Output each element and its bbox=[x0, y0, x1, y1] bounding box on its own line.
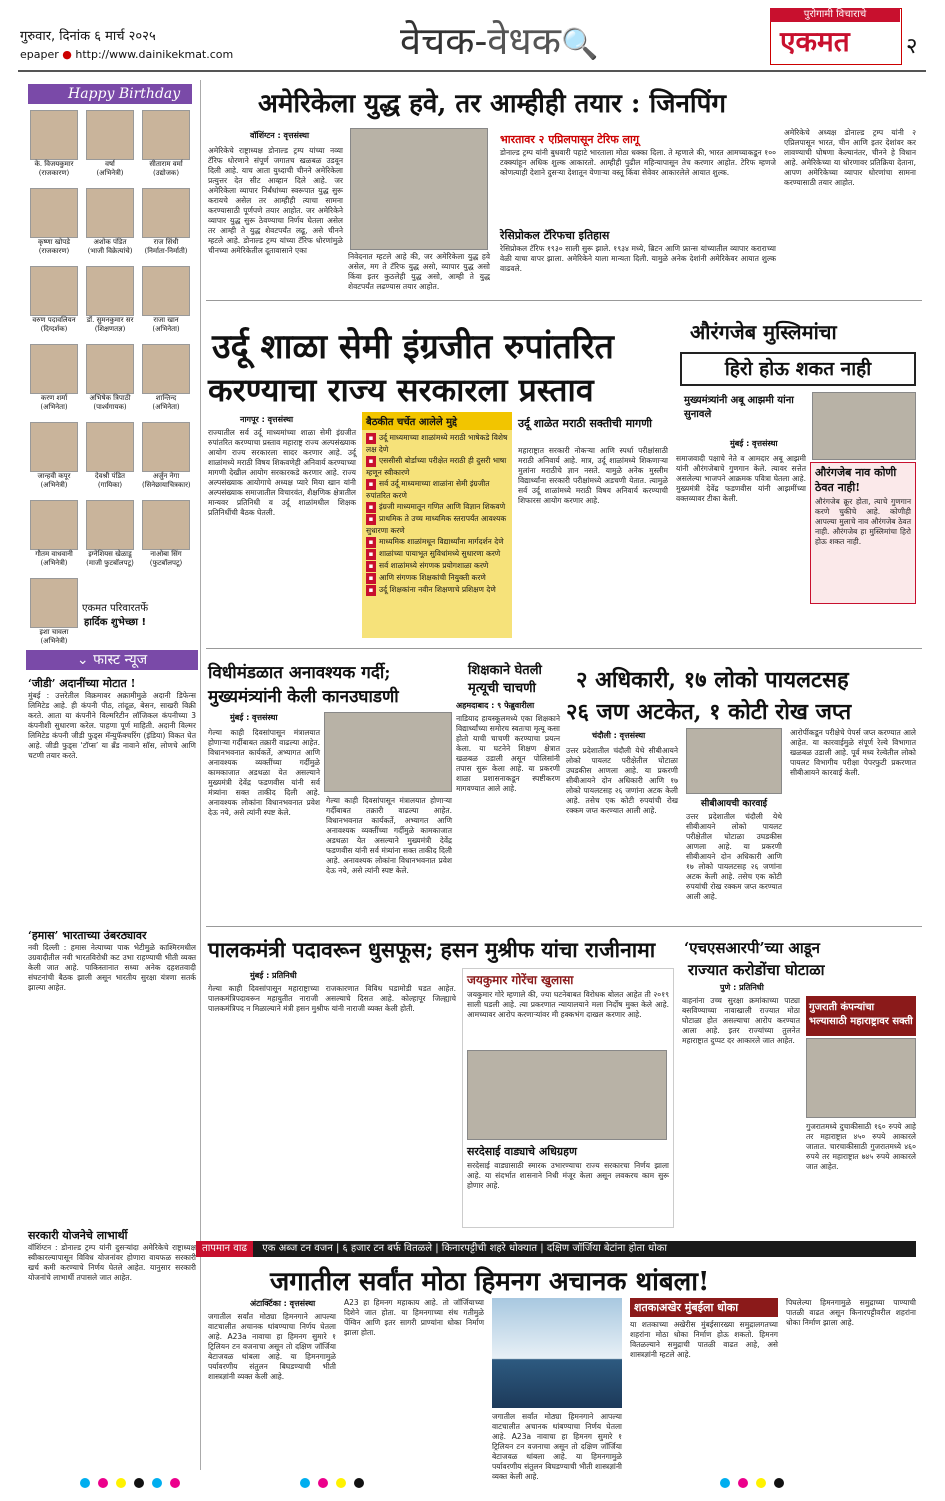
point-number: ▪ bbox=[366, 502, 376, 513]
person-role: (गायिका) bbox=[97, 481, 123, 489]
point-text: प्राथमिक ते उच्च माध्यमिक स्तरापर्यंत आवश्यक सुधारणा करणे bbox=[366, 514, 507, 535]
aurangzeb-subhead: मुख्यमंत्र्यांनी अबू आझमी यांना सुनावले bbox=[684, 395, 794, 420]
point-number: ▪ bbox=[366, 433, 376, 444]
person-name: कृष्णा खोपडे bbox=[38, 238, 70, 246]
registration-dot bbox=[170, 1478, 180, 1488]
footer-line2: हार्दिक शुभेच्छा ! bbox=[83, 617, 147, 628]
aurangzeb-box bbox=[810, 462, 916, 604]
mumbai-box-text: या शतकाच्या अखेरीस मुंबईसारख्या समुद्रालगतच्या शहरांना मोठा धोका निर्माण होऊ शकतो. हिमनग वितळल्याने समुद्राची पातळी वाढत आहे, असे शास्त्रज्ञांनी म्हटले आहे. bbox=[630, 1320, 778, 1359]
iceberg-photo bbox=[492, 1298, 622, 1408]
iceberg-right-text: पिघलेल्या हिमनगामुळे समुद्राच्या पाण्याची पातळी वाढत असून किनारपट्टीवरील शहरांना धोका निर्माण झाला आहे. bbox=[786, 1298, 916, 1327]
section-title: वेचक-वेधक🔍 bbox=[400, 19, 599, 63]
vidhimandal-headline-1: विधीमंडळात अनावश्यक गर्दी; bbox=[208, 663, 391, 683]
fast-news-text: वॉशिंग्टन : डोनाल्ड ट्रम्प यांनी दुसऱ्यांदा अमेरिकेचे राष्ट्राध्यक्ष स्वीकारल्यापासून विविध योजनांवर होणारा वायफळ सरकारी खर्च कमी करण्याचे निर्णय घेतले आहेत. यानुसार सरकारी योजनांचे लाभार्थी तपासले जात आहेत. bbox=[28, 1243, 196, 1282]
point-number: ▪ bbox=[366, 537, 376, 548]
section-rule bbox=[206, 300, 922, 301]
point-text: एससीसी बोर्डाच्या परीक्षेत मराठी ही दुसरी भाषा म्हणून स्वीकारणे bbox=[366, 456, 507, 477]
issue-date: गुरुवार, दिनांक ६ मार्च २०२५ bbox=[20, 29, 156, 44]
registration-dot bbox=[336, 1478, 346, 1488]
person-name: वरुण पदावलियन bbox=[32, 316, 76, 324]
avatar bbox=[86, 266, 134, 316]
registration-dot bbox=[300, 1478, 310, 1488]
magnifier-icon: 🔍 bbox=[560, 27, 599, 62]
teacher-dateline: अहमदाबाद : ९ फेब्रुवारीला bbox=[456, 701, 535, 710]
avatar bbox=[30, 500, 78, 550]
iceberg-dateline: अंटार्क्टिका : वृत्तसंस्था bbox=[250, 1299, 316, 1308]
point-number: ▪ bbox=[366, 561, 376, 572]
avatar bbox=[86, 422, 134, 472]
birthday-person bbox=[86, 422, 134, 490]
registration-dot bbox=[134, 1478, 144, 1488]
person-name: नाओबा सिंग bbox=[150, 550, 182, 558]
person-name: अर्जुन नेगा bbox=[152, 472, 180, 480]
urdu-side-text: महाराष्ट्रात सरकारी नोकऱ्या आणि स्पर्धा परीक्षांसाठी मराठी अनिवार्य आहे. मात्र, उर्दू शाळांमध्ये शिकणाऱ्या मुलांना मराठीचे ज्ञान नसते. यामुळे अनेक मुस्लीम विद्यार्थ्यांना सरकारी परीक्षांमध्ये अडचणी येतात. त्यामुळे सर्व उर्दू शाळांमध्ये मराठी विषय अनिवार्य करण्याची शिफारस आयोग करणार आहे. bbox=[518, 446, 668, 505]
top-text-col3: अमेरिकेचे अध्यक्ष डोनाल्ड ट्रम्प यांनी २ एप्रिलपासून भारत, चीन आणि इतर देशांवर कर लावण्याची घोषणा केल्यानंतर, चीनने हे विधान आहे. अमेरिकेच्या या धोरणावर प्रतिक्रिया देताना, आपण अमेरिकेच्या व्यापार धोरणांचा सामना करण्यासाठी तयार आहोत. bbox=[784, 128, 916, 187]
person-role: (राजकारण) bbox=[38, 169, 70, 177]
gore-box-head: जयकुमार गोरेंचा खुलासा bbox=[467, 973, 574, 987]
cbi-headline-2: २६ जण अटकेत, १ कोटी रोख जप्त bbox=[566, 699, 852, 725]
point-text: सर्व उर्दू माध्यमाच्या शाळांना सेमी इंग्रजीत रुपांतरित करणे bbox=[366, 479, 490, 500]
person-name: राज सिंधी bbox=[153, 238, 179, 246]
hsrp-box-text: गुजरातमध्ये दुचाकीसाठी १६० रुपये आहे तर महाराष्ट्रात ४५० रुपये आकारले जातात. चारचाकीसाठी गुजरातमध्ये ४६० रुपये तर महाराष्ट्रात ७४५ रुपये आकारले जात आहेत. bbox=[806, 1122, 916, 1171]
registration-dot bbox=[774, 1478, 784, 1488]
person-name: इग्नेशियस खेळाडू bbox=[88, 550, 132, 558]
birthday-person bbox=[86, 266, 134, 334]
person-role: (अभिनेत्री) bbox=[40, 637, 68, 645]
cbi-dateline: चंदौली : वृत्तसंस्था bbox=[592, 731, 646, 740]
avatar bbox=[30, 344, 78, 394]
chevron-down-icon: ⌄ bbox=[76, 652, 94, 668]
birthday-person bbox=[30, 500, 78, 568]
fast-news-head: ‘हमास’ भारताच्या उंबरठ्यावर bbox=[28, 929, 147, 942]
person-role: (अभिनेता) bbox=[40, 403, 68, 411]
minister-dateline: मुंबई : प्रतिनिधी bbox=[250, 971, 297, 980]
epaper-link[interactable]: epaper ● http://www.dainikekmat.com bbox=[20, 48, 234, 61]
temperature-ticker bbox=[196, 1241, 916, 1257]
section-rule bbox=[206, 648, 922, 649]
person-name: करण शर्मा bbox=[40, 394, 68, 402]
birthday-person bbox=[30, 188, 78, 256]
registration-dot bbox=[354, 1478, 364, 1488]
reciprocal-text: रेसिप्रोकल टॅरिफ १९३० साली सुरू झाले. १९३४ मध्ये, ब्रिटन आणि फ्रान्स यांच्यातील व्यापार कराराच्या वेळी याचा वापर झाला. अमेरिकेने याला मान्यता दिली. यामुळे अनेक देशांनी अमेरिकेवर आयात शुल्क वाढवले. bbox=[500, 244, 776, 273]
meeting-point bbox=[366, 513, 508, 536]
iceberg-headline: जगातील सर्वांत मोठा हिमनग अचानक थांबला! bbox=[270, 1267, 710, 1297]
aurangzeb-headline-2: हिरो होऊ शकत नाही bbox=[724, 358, 872, 380]
hsrp-headline-2: राज्यात करोडोंचा घोटाळा bbox=[688, 961, 825, 979]
gore-box-text: जयकुमार गोरे म्हणाले की, ज्या घटनेबाबत विरोधक बोलत आहेत ती २०१९ साली घडली आहे. त्या प्रकरणात न्यायालयाने मला निर्दोष मुक्त केले आहे. आमच्यावर आरोप करणाऱ्यांवर मी हक्कभंग दाखल करणार आहे. bbox=[467, 990, 669, 1019]
meeting-point bbox=[366, 501, 508, 513]
point-number: ▪ bbox=[366, 585, 376, 596]
birthday-person bbox=[86, 188, 134, 256]
meeting-point bbox=[366, 548, 508, 560]
urdu-headline-2: करण्याचा राज्य सरकारला प्रस्ताव bbox=[208, 371, 594, 409]
birthday-person bbox=[30, 110, 78, 178]
person-name: डॉ. सुमनकुमार सर bbox=[86, 316, 134, 324]
person-name: राजा खान bbox=[153, 316, 179, 324]
birthday-person bbox=[142, 344, 190, 412]
urdu-side-head: उर्दू शाळेत मराठी सक्तीची मागणी bbox=[518, 417, 653, 430]
person-role: (माजी फुटबॉलपटू) bbox=[86, 559, 134, 567]
person-name: गौतम वाधवानी bbox=[35, 550, 73, 558]
avatar bbox=[142, 500, 190, 550]
iceberg-text-2: जगातील सर्वांत मोठ्या हिमनगाने आपल्या वाटचालीत अचानक थांबण्याचा निर्णय घेतला आहे. A23a नावाचा हा हिमनग सुमारे १ ट्रिलियन टन वजनाचा असून तो दक्षिण जॉर्जिया बेटाजवळ थांबला आहे. या हिमनगामुळे पर्यावरणीय संतुलन बिघडण्याची भीती शास्त्रज्ञांनी व्यक्त केली आहे. bbox=[492, 1412, 622, 1481]
avatar bbox=[142, 266, 190, 316]
hsrp-box-head bbox=[806, 996, 916, 1036]
iceberg-text: जगातील सर्वांत मोठ्या हिमनगाने आपल्या वाटचालीत अचानक थांबण्याचा निर्णय घेतला आहे. A23a नावाचा हा हिमनग सुमारे १ ट्रिलियन टन वजनाचा असून तो दक्षिण जॉर्जिया बेटाजवळ थांबला आहे. या हिमनगामुळे पर्यावरणीय संतुलन बिघडण्याची भीती शास्त्रज्ञांनी व्यक्त केली आहे. bbox=[208, 1312, 336, 1381]
fast-news-item bbox=[28, 1228, 196, 1473]
birthday-footer bbox=[40, 602, 190, 630]
person-role: (उद्योजक) bbox=[152, 169, 180, 177]
person-role: (अभिनेत्री) bbox=[40, 559, 68, 567]
point-text: इंग्रजी माध्यमातून गणित आणि विज्ञान शिकवणे bbox=[379, 502, 506, 511]
avatar bbox=[86, 110, 134, 160]
person-role: (अभिनेत्री) bbox=[40, 481, 68, 489]
cbi-side-text: आरोपींकडून परीक्षेचे पेपर्स जप्त करण्यात आले आहेत. या कारवाईमुळे संपूर्ण रेल्वे विभागात खळबळ उडाली आहे. पूर्व मध्य रेल्वेतील लोको पायलट विभागीय परीक्षा पेपरफुटी प्रकरणात सीबीआयने कारवाई केली. bbox=[790, 728, 916, 777]
cbi-text: उत्तर प्रदेशातील चंदौली येथे सीबीआयने लोको पायलट परीक्षेतील घोटाळा उघडकीस आणला आहे. या प्रकरणी सीबीआयने दोन अधिकारी आणि १७ लोको पायलटसह २६ जणांना अटक केली आहे. तसेच एक कोटी रुपयांची रोख रक्कम जप्त करण्यात आली आहे. bbox=[566, 746, 678, 815]
top-text-col1: अमेरिकेचे राष्ट्राध्यक्ष डोनाल्ड ट्रम्प यांच्या नव्या टॅरिफ धोरणाने संपूर्ण जगातच खळबळ उडवून दिली आहे. याच आता युध्दाची चीनने अमेरिकेला प्रत्युत्तर देत सीट आव्हान दिले आहे. जर अमेरिकेला व्यापार निर्बंधांच्या स्वरूपात युद्ध सुरू करायचे असेल तर आम्हीही त्याचा सामना करण्यासाठी पूर्णपणे तयार आहोत. जर अमेरिकेने व्यापार युद्ध सुरू ठेवण्याचा निर्णय घेतला असेल तर आम्ही ते युद्ध शेवटपर्यंत लढू, असे चीनने म्हटले आहे. डोनाल्ड ट्रम्प यांच्या टॅरिफ धोरणांमुळे चीनच्या अमेरिकेतील दूतावासाने एका bbox=[208, 146, 343, 255]
aurangzeb-text: समाजवादी पक्षाचे नेते व आमदार अबू आझमी यांनी औरंगजेबाचे गुणगान केले. त्यावर सत्तेत असलेल्या भाजपने आक्रमक पवित्रा घेतला आहे. मुख्यमंत्री देवेंद्र फडणवीस यांनी आझमींच्या वक्तव्यावर टीका केली. bbox=[676, 454, 806, 503]
person-role: (दिग्दर्शक) bbox=[40, 325, 68, 333]
point-text: उर्दू शिक्षकांना नवीन शिक्षणाचे प्रशिक्षण देणे bbox=[379, 585, 496, 594]
point-number: ▪ bbox=[366, 456, 376, 467]
registration-dot bbox=[318, 1478, 328, 1488]
hsrp-text: वाहनांना उच्च सुरक्षा क्रमांकाच्या पाट्या बसविण्याच्या नावाखाली राज्यात मोठा घोटाळा होत असल्याचा आरोप करण्यात आला आहे. इतर राज्यांच्या तुलनेत महाराष्ट्रात दुप्पट दर आकारले जात आहेत. bbox=[682, 996, 800, 1045]
meeting-points-list bbox=[362, 430, 512, 598]
top-headline: अमेरिकेला युद्ध हवे, तर आम्हीही तयार : जिनपिंग bbox=[258, 89, 727, 119]
mushrif-photo bbox=[467, 1050, 667, 1140]
section-rule bbox=[206, 926, 922, 927]
sardesai-text: सरदेसाई वाड्यासाठी स्मारक उभारण्याचा राज्य सरकारचा निर्णय झाला आहे. या संदर्भात शासनाने निधी मंजूर केला असून लवकरच काम सुरू होणार आहे. bbox=[467, 1161, 669, 1190]
cbi-photo bbox=[686, 728, 782, 794]
avatar bbox=[86, 188, 134, 238]
person-role: (शिक्षणतज्ञ) bbox=[94, 325, 126, 333]
sardesai-head: सरदेसाई वाड्याचे अधिग्रहण bbox=[467, 1145, 577, 1158]
urdu-dateline: नागपूर : वृत्तसंस्था bbox=[240, 415, 294, 424]
column-divider bbox=[200, 80, 201, 1470]
birthday-person bbox=[30, 266, 78, 334]
leaders-photo bbox=[350, 128, 488, 250]
registration-dot bbox=[720, 1478, 730, 1488]
aurangzeb-dateline: मुंबई : वृत्तसंस्था bbox=[730, 439, 778, 448]
point-number: ▪ bbox=[366, 514, 376, 525]
fast-news-item bbox=[28, 676, 196, 931]
fast-news-text: नवी दिल्ली : हमास नेत्याच्या पाक भेटीमुळे काश्मिरमधील उग्रवादीतील नवी भारतविरोधी कट उभा राहण्याची भीती व्यक्त केली जात आहे. पाकिस्तानात सध्या अनेक दहशतवादी संघटनांची बैठक झाली असून भारतीय सुरक्षा यंत्रणा सतर्क झाल्या आहेत. bbox=[28, 943, 196, 992]
avatar bbox=[142, 344, 190, 394]
iceberg-side-text: A23 हा हिमनग महाकाय आहे. तो जॉर्जियाच्या दिशेने जात होता. या हिमनगाच्या संथ गतीमुळे पेंग्विन आणि इतर सागरी प्राण्यांना धोका निर्माण झाला होता. bbox=[344, 1298, 484, 1337]
birthday-person bbox=[142, 266, 190, 334]
registration-dot bbox=[738, 1478, 748, 1488]
person-name: अशोक पंडित bbox=[93, 238, 127, 246]
person-role: (अभिनेत्री) bbox=[96, 169, 124, 177]
vidhimandal-text-2: गेल्या काही दिवसांपासून मंत्रालयात होणाऱ्या गर्दीबाबत तक्रारी वाढल्या आहेत. विधानभवनात कार्यकर्ते, अभ्यागत आणि अनावश्यक व्यक्तींच्या गर्दीमुळे कामकाजात अडथळा येत असल्याने मुख्यमंत्री देवेंद्र फडणवीस यांनी सर्व मंत्र्यांना सक्त ताकीद दिली आहे. अनावश्यक लोकांना विधानभवनात प्रवेश देऊ नये, असे त्यांनी स्पष्ट केले. bbox=[326, 796, 452, 875]
cbi-headline-1: २ अधिकारी, १७ लोको पायलटसह bbox=[576, 667, 849, 693]
avatar bbox=[86, 500, 134, 550]
avatar bbox=[142, 422, 190, 472]
person-role: (निर्माता-निर्माती) bbox=[144, 247, 188, 255]
point-number: ▪ bbox=[366, 549, 376, 560]
fadnavis-photo bbox=[812, 392, 916, 460]
aurangzeb-box-head: औरंगजेब नाव कोणी ठेवत नाही! bbox=[815, 466, 897, 494]
person-role: (सिनेछायाचित्रकार) bbox=[142, 481, 191, 489]
vidhimandal-dateline: मुंबई : वृत्तसंस्था bbox=[230, 713, 278, 722]
birthday-person bbox=[142, 422, 190, 490]
meeting-point bbox=[366, 536, 508, 548]
person-name: सीताराम वर्मा bbox=[149, 160, 183, 168]
registration-dot bbox=[756, 1478, 766, 1488]
aurangzeb-headline-1: औरंगजेब मुस्लिमांचा bbox=[690, 320, 837, 344]
vidhimandal-headline-2: मुख्यमंत्र्यांनी केली कानउघाडणी bbox=[208, 687, 399, 707]
point-text: सर्व शाळांमध्ये संगणक प्रयोगशाळा करणे bbox=[379, 561, 489, 570]
minister-headline: पालकमंत्री पदावरून धुसफूस; हसन मुश्रीफ यांचा राजीनामा bbox=[208, 937, 656, 962]
meeting-points-box bbox=[362, 412, 512, 638]
person-role: (पार्श्वगायक) bbox=[93, 403, 127, 411]
meeting-point bbox=[366, 432, 508, 455]
gore-box bbox=[462, 968, 674, 1228]
hsrp-headline-1: ‘एचएसआरपी’च्या आडून bbox=[684, 939, 820, 957]
birthday-person bbox=[142, 188, 190, 256]
birthday-person bbox=[86, 110, 134, 178]
person-role: (अभिनेता) bbox=[152, 403, 180, 411]
meeting-point bbox=[366, 455, 508, 478]
minister-text: गेल्या काही दिवसांपासून महाराष्ट्राच्या राजकारणात विविध घडामोडी घडत आहेत. पालकमंत्रिपदावरून महायुतीत नाराजी असल्याचे दिसत आहे. कोल्हापूर जिल्ह्याचे पालकमंत्रिपद न मिळाल्याने मंत्री हसन मुश्रीफ यांनी नाराजी व्यक्त केली होती. bbox=[208, 984, 456, 1013]
footer-line1: एकमत परिवारतर्फे bbox=[81, 603, 149, 614]
birthday-person bbox=[30, 344, 78, 412]
plates-photo bbox=[806, 1038, 916, 1118]
person-name: वर्षा bbox=[105, 160, 115, 168]
person-name: के. विजयकुमार bbox=[34, 160, 74, 168]
fast-news-title: ⌄ फास्ट न्यूज bbox=[26, 650, 198, 670]
fast-news-text: मुंबई : उत्तरेतील विक्रमावर अक्रामीमुळे अदानी डिफेन्स लिमिटेड आहे. ही कंपनी पीठ, तांदूळ, बेसन, साखरी विक्री करते. आता या कंपनीने विल्मरिटीन लॉजिकल कंपनीच्या 3 कंपनीशी सुधारणा करेल. पाहणा पूर्ण माहिती. अदानी विल्मर लिमिटेड कंपनी जीडी फुड्स मॅन्युफॅक्चरिंग (इंडिया) विकत घेत आहे. जीडी फुड्स ‘टॉप्स’ या ब्रँड नावाने सॉस, लोणचे आणि चटणी तयार करते. bbox=[28, 691, 196, 760]
avatar bbox=[30, 188, 78, 238]
birthday-person bbox=[30, 422, 78, 490]
point-number: ▪ bbox=[366, 479, 376, 490]
person-role: (अभिनेता) bbox=[152, 325, 180, 333]
urdu-text: राज्यातील सर्व उर्दू माध्यमांच्या शाळा सेमी इंग्रजीत रुपांतरित करण्याचा प्रस्ताव महाराष्ट्र राज्य अल्पसंख्याक आयोग राज्य सरकारला सादर करणार आहे. उर्दू शाळांमध्ये मराठी विषय शिकवणेही अनिवार्य करण्याच्या मागणी देखील आयोग सरकारकडे करणार आहे. राज्य अल्पसंख्याक आयोगाचे अध्यक्ष प्यारे मिया खान यांनी अल्पसंख्याक समाजातील विचारवंत, शैक्षणिक क्षेत्रातील मान्यवर प्रतिनिधी व उर्दू शाळांमधील शिक्षक प्रतिनिधींची बैठक घेतली. bbox=[208, 428, 356, 517]
teacher-headline-1: शिक्षकाने घेतली bbox=[468, 663, 542, 678]
mumbai-box-head: शतकाअखेर मुंबईला धोका bbox=[630, 1298, 778, 1317]
person-role: (भाजी विक्रेत्यांचे) bbox=[87, 247, 133, 255]
urdu-headline-1: उर्दू शाळा सेमी इंग्रजीत रुपांतरित bbox=[212, 327, 614, 367]
ticker-text: एक अब्ज टन वजन | ६ हजार टन बर्फ वितळले | किनारपट्टीची शहरे धोक्यात | दक्षिण जॉर्जिया बेटांना होता धोका bbox=[262, 1243, 667, 1254]
meeting-point bbox=[366, 478, 508, 501]
point-number: ▪ bbox=[366, 573, 376, 584]
birthday-person bbox=[86, 500, 134, 568]
tariff-text: डोनाल्ड ट्रम्प यांनी बुधवारी पहाटे भारताला मोठा धक्का दिला. ते म्हणाले की, भारत आमच्याकडून १०० टक्क्यांहून अधिक शुल्क आकारतो. आम्हीही पुढील महिन्यापासून तेच करणार आहोत. टेरिफ म्हणजे कोणत्याही देशाने दुसऱ्या देशातून येणाऱ्या वस्तू किंवा सेवेवर आकारलेले आयात शुल्क. bbox=[500, 148, 776, 177]
registration-dot bbox=[116, 1478, 126, 1488]
hsrp-dateline: पुणे : प्रतिनिधी bbox=[720, 983, 764, 992]
page-number: २ bbox=[906, 34, 918, 59]
birthday-person bbox=[142, 500, 190, 568]
avatar bbox=[86, 344, 134, 394]
brand-tagline: पुरोगामी विचाराचे bbox=[770, 8, 900, 22]
reciprocal-subhead: रेसिप्रोकल टॅरिफचा इतिहास bbox=[500, 229, 610, 242]
avatar bbox=[142, 110, 190, 160]
person-name: जान्हवी कपूर bbox=[37, 472, 71, 480]
meeting-points-title: बैठकीत चर्चेत आलेले मुद्दे bbox=[362, 412, 512, 430]
point-text: शाळांच्या पायाभूत सुविधांमध्ये सुधारणा करणे bbox=[379, 549, 501, 558]
person-role: (फुटबॉलपटू) bbox=[149, 559, 183, 567]
point-text: आणि संगणक शिक्षकांची नियुक्ती करणे bbox=[379, 573, 486, 582]
birthday-title: Happy Birthday bbox=[28, 84, 192, 104]
avatar bbox=[142, 188, 190, 238]
avatar bbox=[30, 266, 78, 316]
birthday-person bbox=[142, 110, 190, 178]
hsrp-box-head-1: गुजराती कंपन्यांचा bbox=[809, 1002, 875, 1013]
brand-logo: एकमत bbox=[780, 25, 850, 58]
meeting-point bbox=[366, 572, 508, 584]
person-name: देवश्री पंडित bbox=[94, 472, 126, 480]
registration-dot bbox=[152, 1478, 162, 1488]
tariff-subhead: भारतावर २ एप्रिलपासून टेरिफ लागू bbox=[500, 133, 640, 146]
hsrp-box-head-2: भल्यासाठी महाराष्ट्रावर सक्ती bbox=[809, 1016, 913, 1027]
avatar bbox=[30, 422, 78, 472]
crowd-photo bbox=[324, 712, 452, 792]
teacher-text: नाडियाद हायस्कूलमध्ये एका शिक्षकाने विद्यार्थ्यांच्या समोरच स्वतःचा मृत्यू कसा होतो याची चाचणी करण्याचा प्रयत्न केला. या घटनेने शिक्षण क्षेत्रात खळबळ उडाली असून पोलिसांनी तपास सुरू केला आहे. या प्रकरणी शाळा प्रशासनाकडून स्पष्टीकरण मागवण्यात आले आहे. bbox=[456, 714, 560, 793]
avatar bbox=[30, 110, 78, 160]
fast-news-head: ‘जीडी’ अदानींच्या मोटात ! bbox=[28, 677, 136, 690]
person-name: इशा चावला bbox=[39, 628, 69, 636]
aurangzeb-headline-box bbox=[680, 352, 916, 386]
meeting-point bbox=[366, 584, 508, 596]
registration-dot bbox=[98, 1478, 108, 1488]
registration-dot bbox=[80, 1478, 90, 1488]
fast-news-head: सरकारी योजनेचे लाभार्थी bbox=[28, 1229, 128, 1242]
cbi-photo-caption: सीबीआयची कारवाई bbox=[700, 799, 768, 809]
birthday-person bbox=[86, 344, 134, 412]
meeting-point bbox=[366, 560, 508, 572]
teacher-headline-2: मृत्यूची चाचणी bbox=[468, 681, 536, 696]
mumbai-box bbox=[630, 1298, 778, 1470]
header-rule bbox=[18, 70, 926, 72]
cbi-text-2: उत्तर प्रदेशातील चंदौली येथे सीबीआयने लोको पायलट परीक्षेतील घोटाळा उघडकीस आणला आहे. या प्रकरणी सीबीआयने दोन अधिकारी आणि १७ लोको पायलटसह २६ जणांना अटक केली आहे. तसेच एक कोटी रुपयांची रोख रक्कम जप्त करण्यात आली आहे. bbox=[686, 812, 782, 901]
person-name: शान्तिन्द bbox=[155, 394, 177, 402]
vidhimandal-text: गेल्या काही दिवसांपासून मंत्रालयात होणाऱ्या गर्दीबाबत तक्रारी वाढल्या आहेत. विधानभवनात कार्यकर्ते, अभ्यागत आणि अनावश्यक व्यक्तींच्या गर्दीमुळे कामकाजात अडथळा येत असल्याने मुख्यमंत्री देवेंद्र फडणवीस यांनी सर्व मंत्र्यांना सक्त ताकीद दिली आहे. अनावश्यक लोकांना विधानभवनात प्रवेश देऊ नये, असे त्यांनी स्पष्ट केले. bbox=[208, 728, 320, 817]
top-text-col2: निवेदनात म्हटले आहे की, जर अमेरिकेला युद्ध हवे असेल, मग ते टॅरिफ युद्ध असो, व्यापार युद्ध असो किंवा इतर कुठलेही युद्ध असो, आम्ही ते युद्ध शेवटपर्यंत लढण्यास तयार आहोत. bbox=[348, 252, 490, 291]
point-text: माध्यमिक शाळांमधून विद्यार्थ्यांना मार्गदर्शन देणे bbox=[379, 537, 504, 546]
person-name: अभिषेक त्रिपाठी bbox=[89, 394, 131, 402]
top-dateline: वॉशिंग्टन : वृत्तसंस्था bbox=[250, 131, 310, 140]
point-text: उर्दू माध्यमाच्या शाळांमध्ये मराठी भाषेकडे विशेष लक्ष देणे bbox=[366, 433, 508, 454]
ticker-label: तापमान वाढ bbox=[196, 1241, 253, 1257]
aurangzeb-box-text: औरंगजेब क्रूर होता, त्याचे गुणगान करणे चुकीचे आहे. कोणीही आपल्या मुलाचे नाव औरंगजेब ठेवत नाही. औरंगजेब हा मुस्लिमांचा हिरो होऊ शकत नाही. bbox=[815, 497, 911, 546]
person-role: (राजकारण) bbox=[38, 247, 70, 255]
fast-news-item bbox=[28, 928, 196, 1233]
